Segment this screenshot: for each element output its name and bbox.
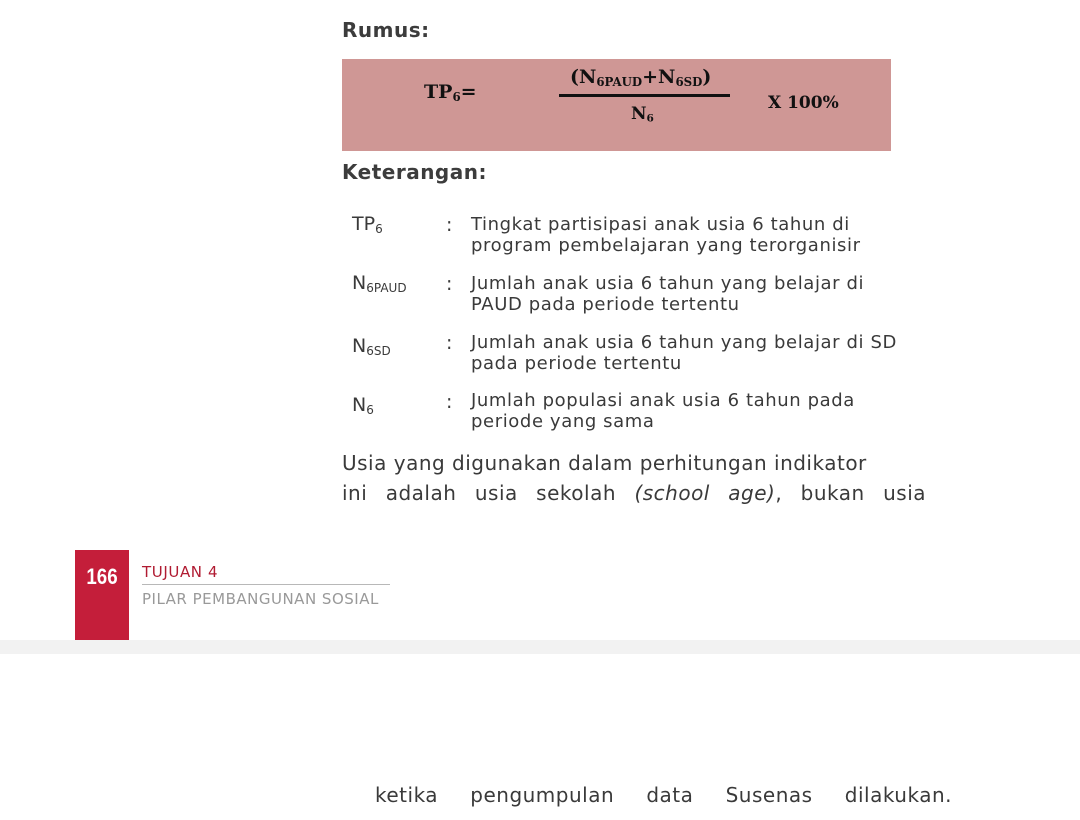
page-gap [0, 640, 1080, 654]
goal-subtitle: PILAR PEMBANGUNAN SOSIAL [142, 590, 379, 608]
formula-heading: Rumus: [342, 18, 430, 42]
fraction-bar [559, 94, 730, 97]
formula-box [342, 59, 891, 151]
page-number-tab [75, 550, 129, 640]
paragraph-line: Usia yang digunakan dalam perhitungan indikator [342, 451, 867, 475]
definition-term: $N_{6SD}$ [352, 335, 391, 358]
formula-lhs: $TP_6=$ [424, 81, 477, 104]
footer-divider [142, 584, 390, 585]
definition-colon: : [446, 391, 453, 413]
next-page-text: ketika pengumpulan data Susenas dilakukan. [375, 783, 952, 807]
keterangan-heading: Keterangan: [342, 160, 487, 184]
definition-text: Jumlah anak usia 6 tahun yang belajar di PAUD pada periode tertentu [471, 273, 865, 315]
body-paragraph [342, 448, 926, 508]
definition-colon: : [446, 214, 453, 236]
formula-multiplier: X 100% [768, 93, 839, 113]
definition-colon: : [446, 332, 453, 354]
definition-text: Tingkat partisipasi anak usia 6 tahun di program pembelajaran yang terorganisir [471, 214, 861, 256]
goal-title: TUJUAN 4 [142, 563, 219, 581]
page-number: 166 [86, 564, 118, 589]
paragraph-line: ini adalah usia sekolah (school age), bukan usia [342, 481, 927, 505]
formula-denominator: $N_6$ [631, 104, 654, 125]
definition-term: $TP_6$ [352, 213, 383, 236]
definition-term: $N_{6PAUD}$ [352, 272, 407, 295]
definition-text: Jumlah populasi anak usia 6 tahun pada periode yang sama [471, 390, 855, 432]
definition-text: Jumlah anak usia 6 tahun yang belajar di SD pada periode tertentu [471, 332, 897, 374]
formula-numerator: $(N_{6PAUD}+N_{6SD})$ [570, 66, 712, 89]
definition-term: $N_6$ [352, 394, 374, 417]
definition-colon: : [446, 273, 453, 295]
